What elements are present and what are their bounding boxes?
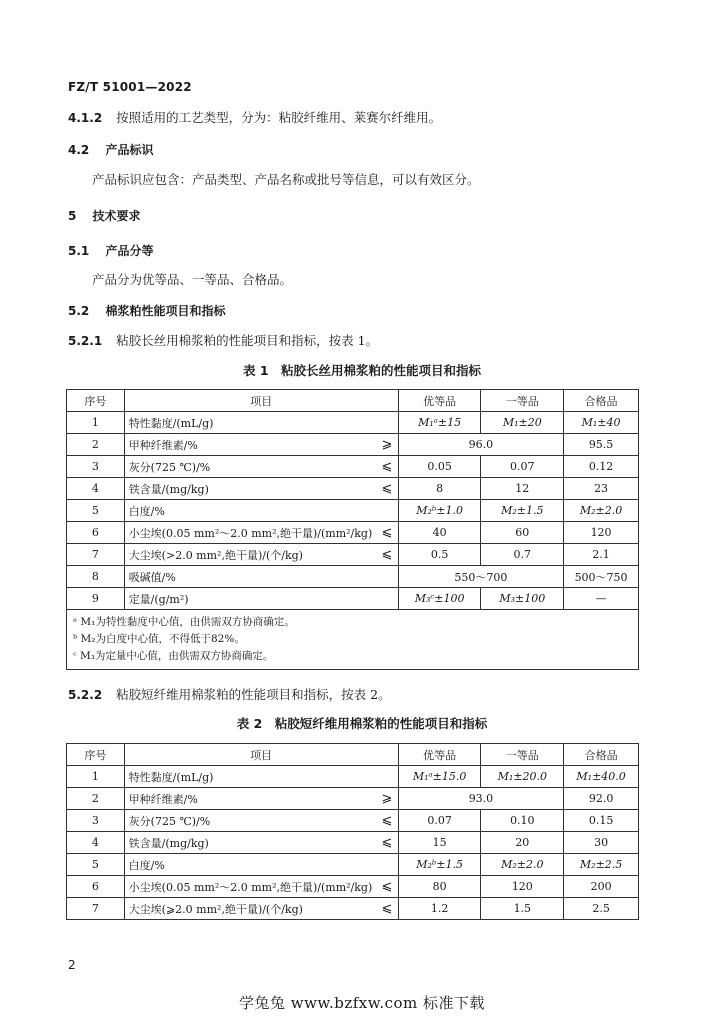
header-grade-qualified: 合格品	[564, 390, 639, 412]
value-superior-first: 550～700	[398, 566, 563, 588]
table-header-row	[67, 744, 639, 766]
row-number: 5	[67, 500, 125, 522]
value-first: 20	[481, 832, 564, 854]
row-number: 6	[67, 522, 125, 544]
heading-title: 技术要求	[92, 209, 141, 223]
value-qualified: 0.15	[564, 810, 639, 832]
value-text: M₂ᵇ±1.0	[416, 504, 463, 517]
row-number: 4	[67, 832, 125, 854]
clause-text: 按照适用的工艺类型，分为：粘胶纤维用、莱赛尔纤维用。	[116, 110, 442, 125]
row-number: 4	[67, 478, 125, 500]
table-header-row	[67, 390, 639, 412]
row-number: 1	[67, 412, 125, 434]
value-superior	[398, 412, 481, 434]
value-text: M₁±40.0	[576, 770, 626, 783]
value-first	[481, 588, 564, 610]
row-item: 特性黏度/(mL/g)	[124, 766, 376, 788]
value-text: M₃ᶜ±100	[414, 592, 465, 605]
heading-title: 产品标识	[105, 143, 154, 157]
row-symbol	[376, 412, 398, 434]
value-superior: 1.2	[398, 898, 481, 920]
row-symbol: ⩽	[376, 522, 398, 544]
table-row	[67, 788, 639, 810]
table-row	[67, 876, 639, 898]
row-number: 3	[67, 456, 125, 478]
page-number: 2	[68, 958, 76, 972]
table-row	[67, 434, 639, 456]
row-symbol	[376, 566, 398, 588]
value-qualified: 95.5	[564, 434, 639, 456]
value-qualified: 30	[564, 832, 639, 854]
header-grade-superior: 优等品	[398, 744, 481, 766]
row-symbol: ⩽	[376, 544, 398, 566]
value-superior: 0.07	[398, 810, 481, 832]
row-number: 7	[67, 544, 125, 566]
value-text: M₂ᵇ±1.5	[416, 858, 463, 871]
value-text: M₂±2.0	[501, 858, 544, 871]
heading-number: 4.2	[68, 143, 90, 157]
table-2	[66, 743, 639, 920]
value-qualified: 500～750	[564, 566, 639, 588]
row-symbol: ⩽	[376, 876, 398, 898]
row-symbol: ⩾	[376, 434, 398, 456]
value-text: M₃±100	[499, 592, 546, 605]
clause-text: 粘胶短纤维用棉浆粕的性能项目和指标，按表 2。	[116, 687, 391, 702]
row-number: 9	[67, 588, 125, 610]
table-note: ᵃ M₁为特性黏度中心值，由供需双方协商确定。	[73, 616, 295, 628]
row-number: 8	[67, 566, 125, 588]
heading-5-2	[68, 302, 225, 319]
row-item: 灰分(725 ℃)/%	[124, 810, 376, 832]
row-number: 1	[67, 766, 125, 788]
value-qualified	[564, 854, 639, 876]
row-symbol	[376, 588, 398, 610]
table-row	[67, 566, 639, 588]
value-qualified: 2.5	[564, 898, 639, 920]
header-grade-first: 一等品	[481, 390, 564, 412]
row-number: 5	[67, 854, 125, 876]
table-row	[67, 500, 639, 522]
header-grade-first: 一等品	[481, 744, 564, 766]
heading-title: 棉浆粕性能项目和指标	[105, 304, 226, 318]
value-superior: 0.05	[398, 456, 481, 478]
table-2-caption: 表 2 粘胶短纤维用棉浆粕的性能项目和指标	[236, 716, 488, 731]
value-text: M₁±20	[502, 416, 542, 429]
table-row	[67, 544, 639, 566]
value-qualified: —	[564, 588, 639, 610]
value-text: M₁ᵃ±15	[418, 416, 462, 429]
value-superior	[398, 588, 481, 610]
table-row	[67, 522, 639, 544]
value-first: 0.10	[481, 810, 564, 832]
row-number: 2	[67, 788, 125, 810]
heading-5	[68, 207, 141, 224]
table-row	[67, 832, 639, 854]
value-first	[481, 766, 564, 788]
row-number: 6	[67, 876, 125, 898]
value-first	[481, 412, 564, 434]
table-note: ᶜ M₃为定量中心值，由供需双方协商确定。	[73, 650, 274, 662]
heading-4-2	[68, 141, 153, 158]
row-item: 白度/%	[124, 500, 376, 522]
header-no: 序号	[67, 744, 125, 766]
row-number: 3	[67, 810, 125, 832]
row-item: 铁含量/(mg/kg)	[124, 832, 376, 854]
clause-4-1-2	[68, 108, 441, 126]
row-item: 特性黏度/(mL/g)	[124, 412, 376, 434]
table-row	[67, 412, 639, 434]
heading-5-1	[68, 242, 153, 259]
value-superior	[398, 854, 481, 876]
footer-watermark: 学兔兔 www.bzfxw.com 标准下载	[238, 994, 486, 1012]
value-first	[481, 500, 564, 522]
row-item: 小尘埃(0.05 mm²～2.0 mm²,绝干量)/(mm²/kg)	[124, 522, 376, 544]
header-grade-superior: 优等品	[398, 390, 481, 412]
row-item: 定量/(g/m²)	[124, 588, 376, 610]
row-item: 灰分(725 ℃)/%	[124, 456, 376, 478]
value-superior	[398, 500, 481, 522]
table-row	[67, 766, 639, 788]
row-symbol	[376, 766, 398, 788]
value-text: M₁±40	[581, 416, 621, 429]
row-symbol: ⩽	[376, 456, 398, 478]
value-text: M₂±2.5	[579, 858, 623, 871]
row-symbol: ⩾	[376, 788, 398, 810]
row-symbol: ⩽	[376, 810, 398, 832]
value-qualified: 120	[564, 522, 639, 544]
row-item: 大尘埃(>2.0 mm²,绝干量)/(个/kg)	[124, 544, 376, 566]
value-qualified: 92.0	[564, 788, 639, 810]
value-text: M₂±1.5	[501, 504, 544, 517]
clause-number: 5.2.2	[68, 688, 103, 702]
value-first: 120	[481, 876, 564, 898]
row-item: 甲种纤维素/%	[124, 434, 376, 456]
value-superior: 80	[398, 876, 481, 898]
value-superior: 15	[398, 832, 481, 854]
value-first: 0.07	[481, 456, 564, 478]
table-notes	[67, 610, 639, 670]
value-qualified	[564, 766, 639, 788]
heading-number: 5	[68, 209, 77, 223]
row-number: 2	[67, 434, 125, 456]
value-qualified: 23	[564, 478, 639, 500]
table-row	[67, 854, 639, 876]
value-first: 1.5	[481, 898, 564, 920]
value-superior: 0.5	[398, 544, 481, 566]
value-qualified: 0.12	[564, 456, 639, 478]
row-item: 白度/%	[124, 854, 376, 876]
row-symbol: ⩽	[376, 832, 398, 854]
row-item: 大尘埃(⩾2.0 mm²,绝干量)/(个/kg)	[124, 898, 376, 920]
table-row	[67, 810, 639, 832]
value-qualified	[564, 500, 639, 522]
paragraph-4-2: 产品标识应包含：产品类型、产品名称或批号等信息，可以有效区分。	[92, 172, 480, 187]
table-row	[67, 588, 639, 610]
value-superior: 8	[398, 478, 481, 500]
table-notes-row	[67, 610, 639, 670]
value-qualified	[564, 412, 639, 434]
row-symbol: ⩽	[376, 478, 398, 500]
table-1-caption: 表 1 粘胶长丝用棉浆粕的性能项目和指标	[242, 363, 482, 378]
row-item: 甲种纤维素/%	[124, 788, 376, 810]
row-item: 小尘埃(0.05 mm²～2.0 mm²,绝干量)/(mm²/kg)	[124, 876, 376, 898]
heading-number: 5.1	[68, 244, 90, 258]
row-item: 铁含量/(mg/kg)	[124, 478, 376, 500]
heading-number: 5.2	[68, 304, 90, 318]
value-superior	[398, 766, 481, 788]
header-grade-qualified: 合格品	[564, 744, 639, 766]
clause-number: 4.1.2	[68, 111, 103, 125]
header-item: 项目	[124, 390, 398, 412]
document-header: FZ/T 51001—2022	[68, 80, 192, 94]
clause-number: 5.2.1	[68, 334, 103, 348]
row-symbol: ⩽	[376, 898, 398, 920]
value-first	[481, 854, 564, 876]
row-symbol	[376, 854, 398, 876]
value-text: M₂±2.0	[579, 504, 623, 517]
value-first: 12	[481, 478, 564, 500]
value-superior-first: 96.0	[398, 434, 563, 456]
table-row	[67, 898, 639, 920]
value-superior: 40	[398, 522, 481, 544]
clause-text: 粘胶长丝用棉浆粕的性能项目和指标，按表 1。	[116, 333, 379, 348]
table-row	[67, 456, 639, 478]
header-item: 项目	[124, 744, 398, 766]
table-row	[67, 478, 639, 500]
value-superior-first: 93.0	[398, 788, 563, 810]
row-number: 7	[67, 898, 125, 920]
clause-5-2-2	[68, 685, 391, 703]
value-text: M₁±20.0	[497, 770, 548, 783]
row-symbol	[376, 500, 398, 522]
value-first: 0.7	[481, 544, 564, 566]
value-first: 60	[481, 522, 564, 544]
paragraph-5-1: 产品分为优等品、一等品、合格品。	[92, 272, 293, 287]
value-text: M₁ᵃ±15.0	[412, 770, 467, 783]
value-qualified: 2.1	[564, 544, 639, 566]
value-qualified: 200	[564, 876, 639, 898]
clause-5-2-1	[68, 331, 378, 349]
row-item: 吸碱值/%	[124, 566, 376, 588]
heading-title: 产品分等	[105, 244, 154, 258]
table-1	[66, 389, 639, 670]
table-note: ᵇ M₂为白度中心值，不得低于82%。	[73, 633, 245, 645]
header-no: 序号	[67, 390, 125, 412]
